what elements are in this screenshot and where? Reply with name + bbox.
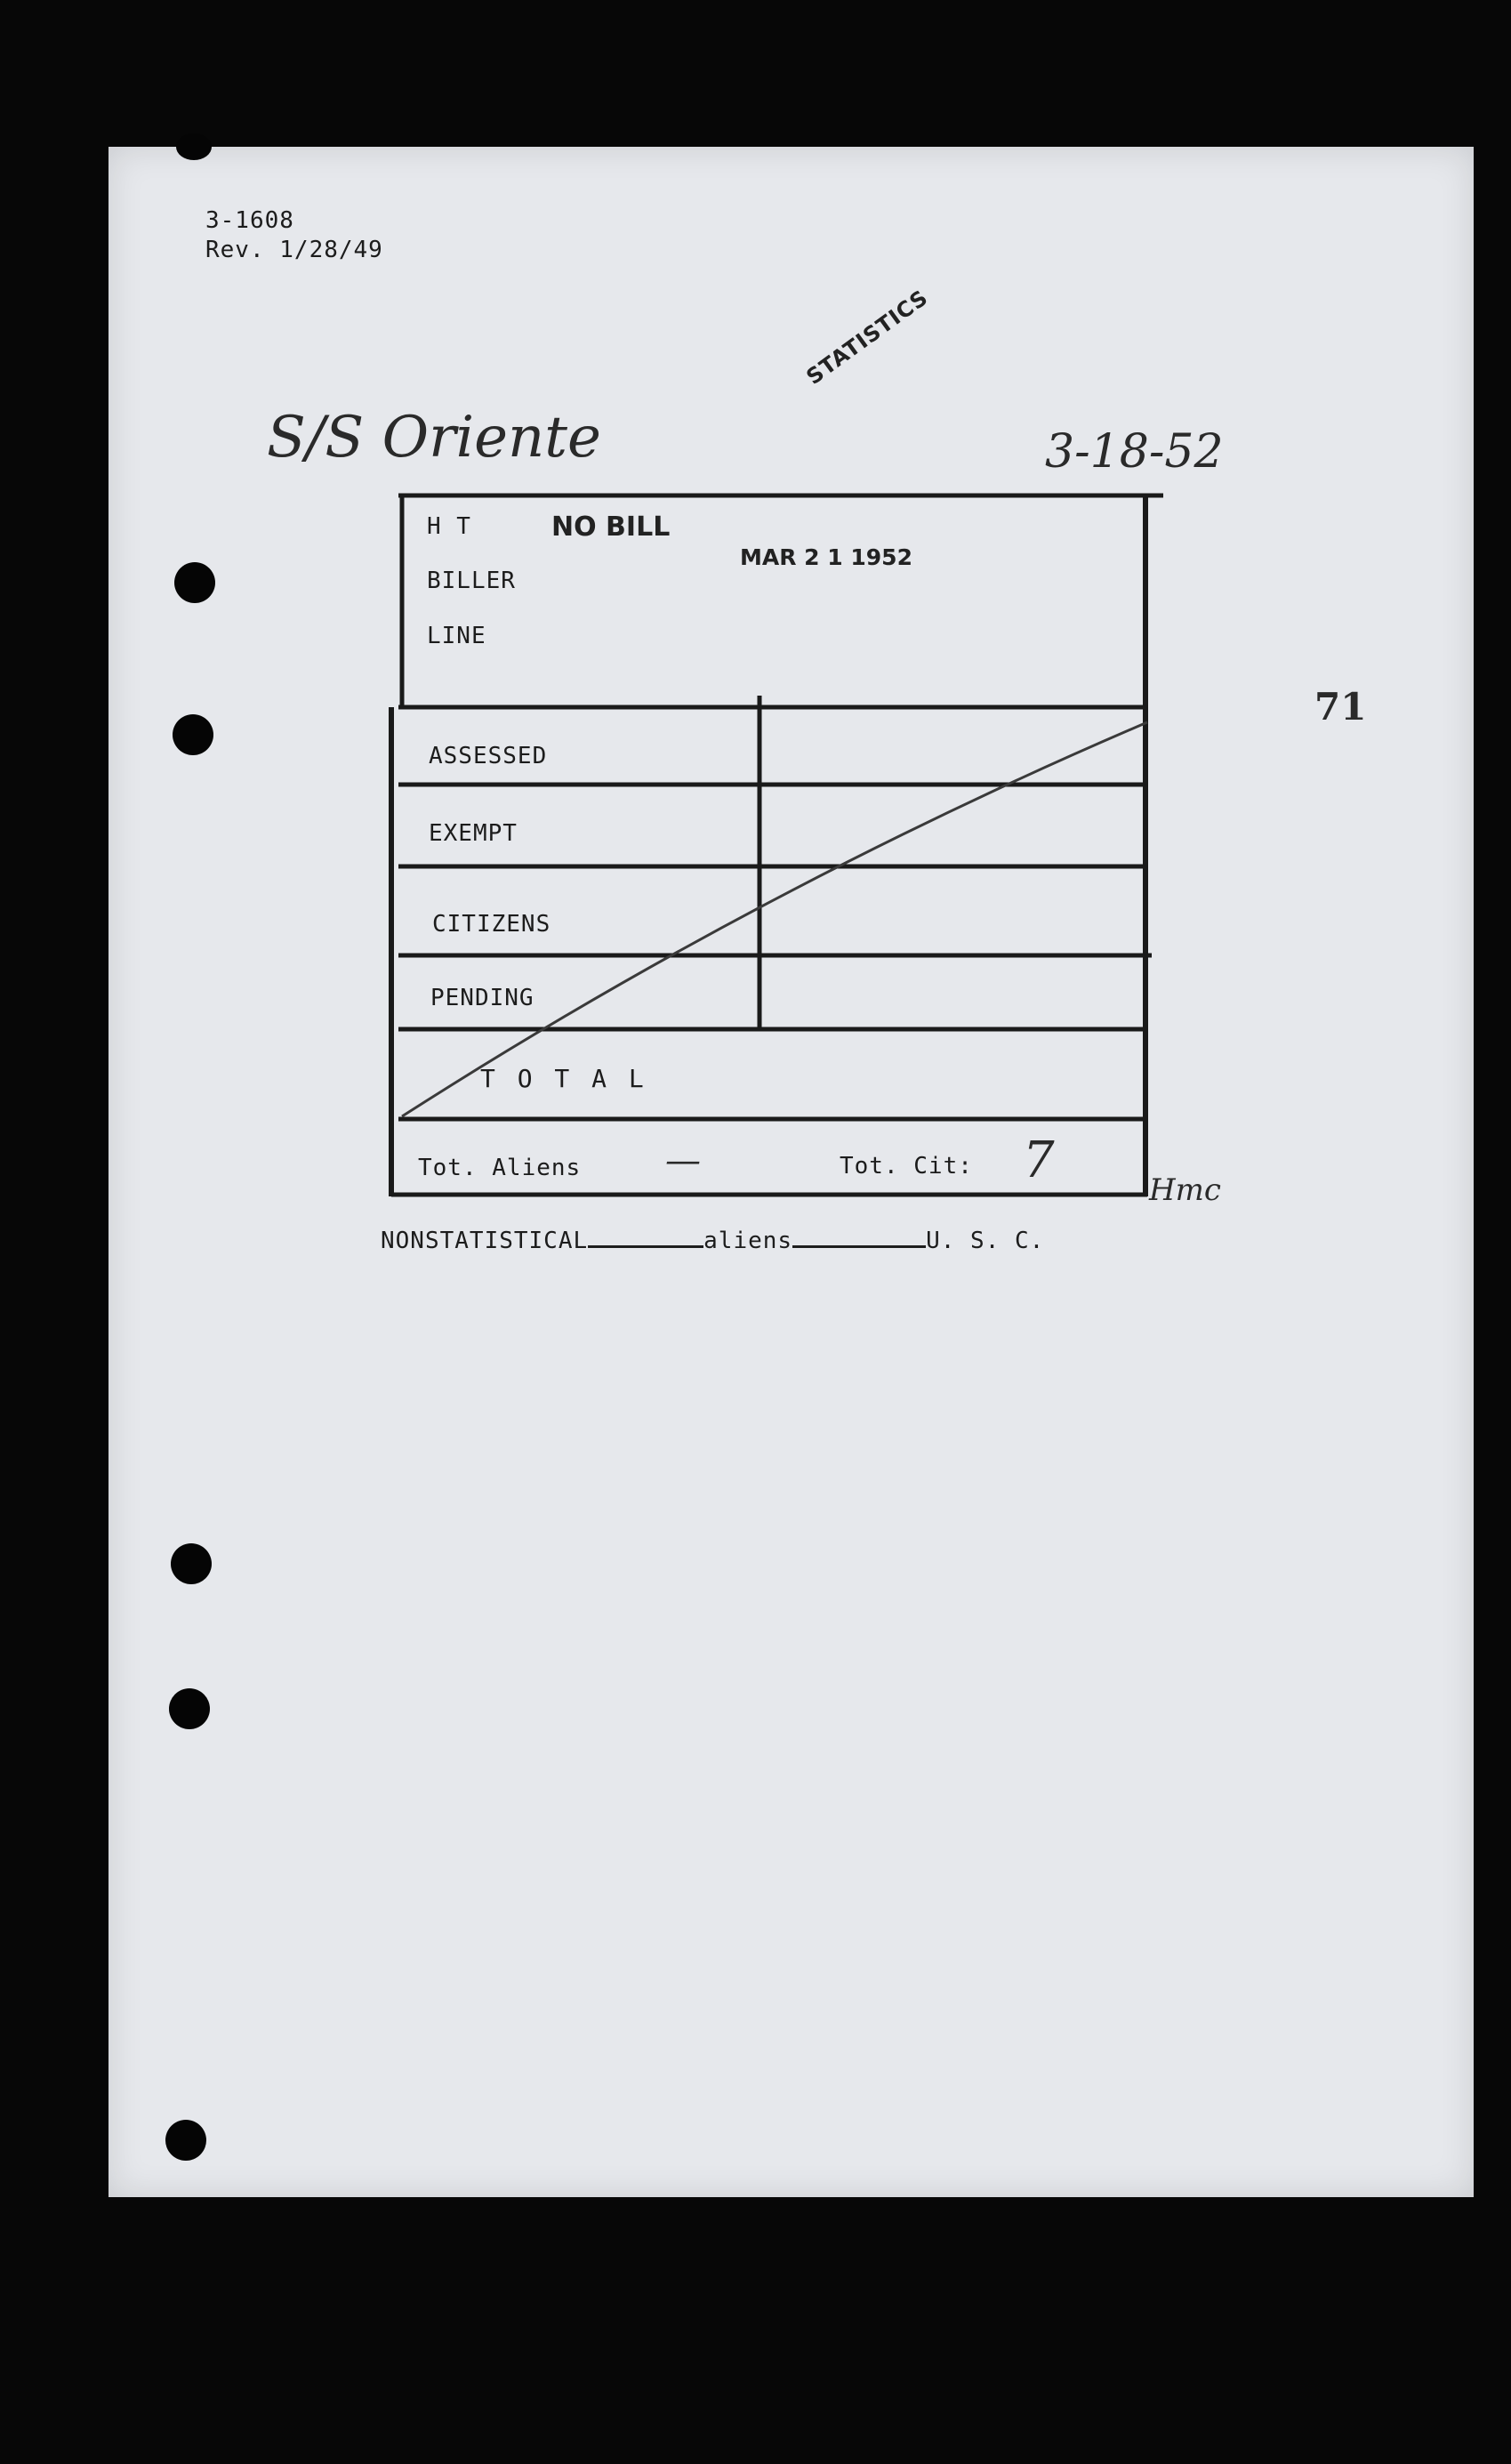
form-revision: Rev. 1/28/49 (205, 237, 383, 263)
nonstatistical-line (381, 1228, 1044, 1254)
no-bill-stamp: NO BILL (551, 511, 671, 543)
tot-cit-label: Tot. Cit: (840, 1153, 973, 1180)
usc-label: U. S. C. (926, 1228, 1045, 1254)
nonstatistical-label: NONSTATISTICAL (381, 1228, 589, 1254)
form-number: 3-1608 (205, 207, 294, 234)
initials: Hmc (1149, 1172, 1221, 1208)
vessel-name: S/S Oriente (267, 405, 601, 471)
tot-cit-value: 7 (1023, 1131, 1055, 1189)
ht-label: H T (427, 513, 471, 540)
usc-blank (792, 1245, 926, 1248)
aliens-blank (588, 1245, 703, 1248)
row-citizens: CITIZENS (432, 911, 551, 938)
tot-aliens-value: — (665, 1140, 701, 1181)
total-label: T O T A L (480, 1064, 647, 1093)
row-pending: PENDING (430, 985, 534, 1011)
tot-aliens-label: Tot. Aliens (418, 1155, 582, 1181)
row-exempt: EXEMPT (429, 820, 518, 847)
statistics-stamp: STATISTICS (801, 285, 933, 390)
row-assessed: ASSESSED (429, 743, 548, 769)
aliens-label: aliens (703, 1228, 793, 1254)
line-label: LINE (427, 623, 486, 649)
handwritten-date: 3-18-52 (1045, 425, 1224, 479)
biller-label: BILLER (427, 568, 516, 594)
date-stamp: MAR 2 1 1952 (740, 544, 912, 570)
margin-number: 71 (1314, 685, 1367, 729)
